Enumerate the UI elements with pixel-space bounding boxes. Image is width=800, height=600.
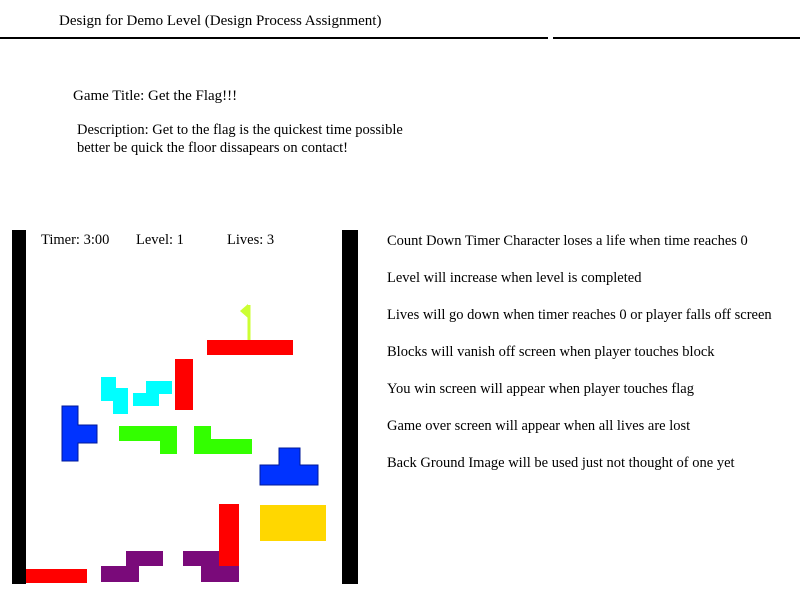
note-timer: Count Down Timer Character loses a life when time reaches 0 xyxy=(387,233,748,249)
red-platform-top xyxy=(207,340,293,355)
note-background: Back Ground Image will be used just not thought of one yet xyxy=(387,455,735,471)
note-level: Level will increase when level is completed xyxy=(387,270,642,286)
game-title: Game Title: Get the Flag!!! xyxy=(73,88,238,104)
right-wall xyxy=(342,230,358,584)
timer-label: Timer: 3:00 xyxy=(41,232,110,248)
level-label: Level: 1 xyxy=(136,232,184,248)
red-floor-platform xyxy=(26,569,87,583)
flag-icon xyxy=(240,304,248,318)
design-notes xyxy=(387,232,787,491)
document-title: Design for Demo Level (Design Process Assignment) xyxy=(59,13,382,29)
note-game-over: Game over screen will appear when all lives are lost xyxy=(387,418,691,434)
cyan-block-left xyxy=(101,377,128,414)
note-blocks: Blocks will vanish off screen when player touches block xyxy=(387,344,715,360)
purple-block-left xyxy=(101,551,163,582)
blue-block-left xyxy=(62,406,97,461)
left-wall xyxy=(12,230,26,584)
green-block-left xyxy=(119,426,177,454)
cyan-block-right xyxy=(133,381,172,406)
description-line-2: better be quick the floor dissapears on contact! xyxy=(77,140,348,156)
lives-label: Lives: 3 xyxy=(227,232,275,248)
description-line-1: Description: Get to the flag is the quickest time possible xyxy=(77,122,403,138)
blue-block-right xyxy=(260,448,318,485)
yellow-block xyxy=(260,505,326,541)
green-block-right xyxy=(194,426,252,454)
red-block-vertical xyxy=(175,359,193,410)
note-win-screen: You win screen will appear when player touches flag xyxy=(387,381,694,397)
note-lives: Lives will go down when timer reaches 0 or player falls off screen xyxy=(387,307,772,323)
red-block-lower xyxy=(219,504,239,568)
